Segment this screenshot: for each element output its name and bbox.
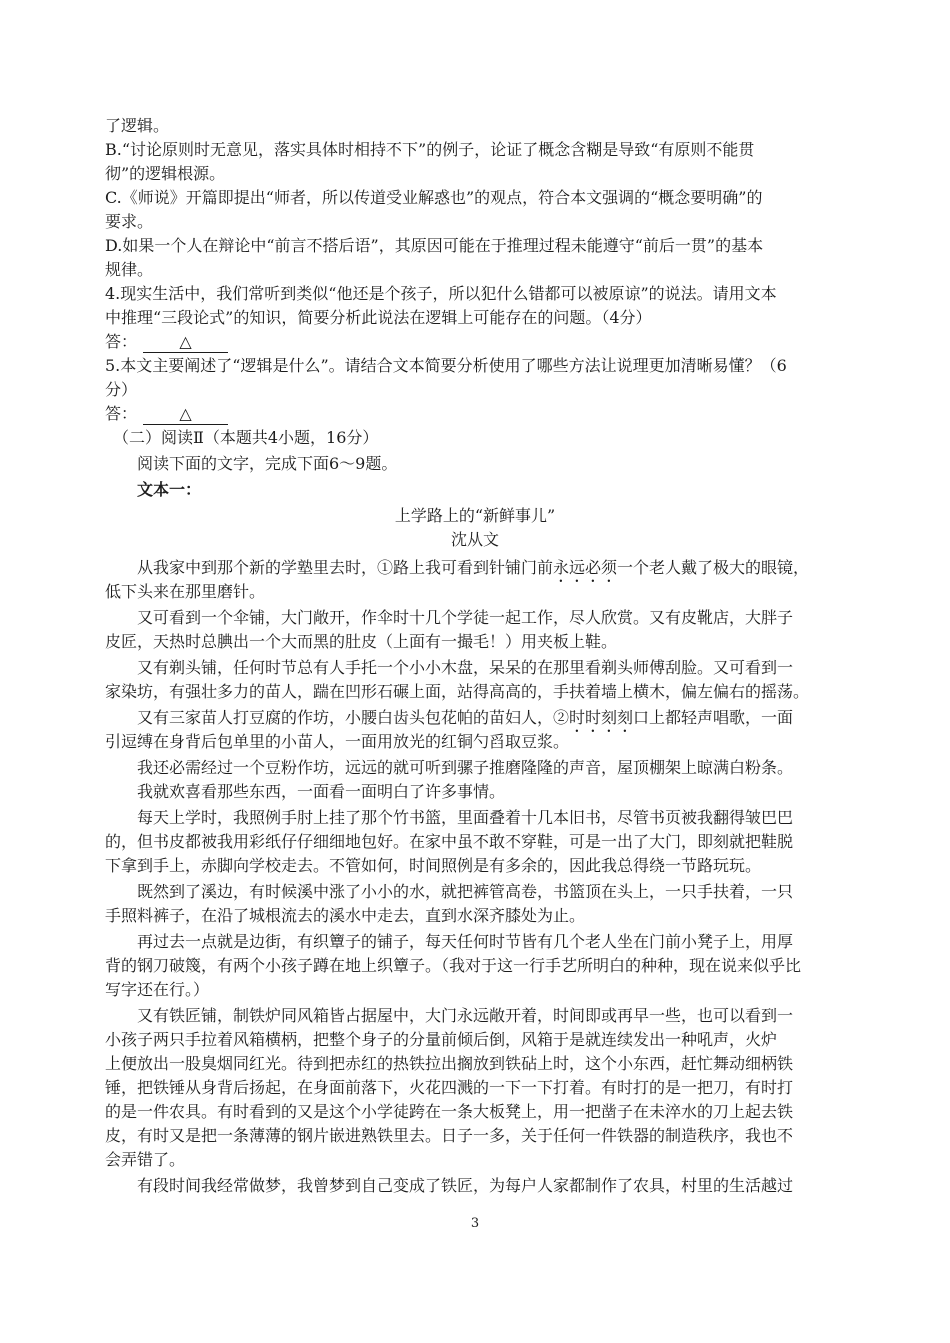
reading-instruction: 阅读下面的文字，完成下面6～9题。 (137, 454, 398, 473)
paragraph-line: 低下头来在那里磨针。 (105, 582, 266, 601)
option-c: C.《师说》开篇即提出“师者，所以传道受业解惑也”的观点，符合本文强调的“概念要明确”的 (105, 188, 763, 207)
option-d: D.如果一个人在辩论中“前言不搭后语”，其原因可能在于推理过程未能遵守“前后一贯”的基本 (105, 236, 764, 255)
paragraph-line: 既然到了溪边，有时候溪中涨了小小的水，就把裤管高卷，书篮顶在头上，一只手扶着，一只 (137, 882, 794, 901)
paragraph-line: 上便放出一股臭烟同红光。待到把赤红的热铁拉出搁放到铁砧上时，这个小东西，赶忙舞动细柄铁 (105, 1054, 794, 1073)
paragraph-line: 我还必需经过一个豆粉作坊，远远的就可听到骡子推磨隆隆的声音，屋顶棚架上晾满白粉条。 (137, 758, 794, 777)
paragraph-line: 小孩子两只手拉着风箱横柄，把整个身子的分量前倾后倒，风箱于是就连续发出一种吼声，火炉 (105, 1030, 778, 1049)
paragraph-line: 我就欢喜看那些东西，一面看一面明白了许多事情。 (137, 782, 506, 801)
paragraph-line: 又有剃头铺，任何时节总有人手托一个小小木盘，呆呆的在那里看剃头师傅刮脸。又可看到一 (137, 658, 794, 677)
section-heading: （二）阅读Ⅱ（本题共4小题，16分） (113, 428, 379, 447)
paragraph-line: 手照料裤子，在沿了城根流去的溪水中走去，直到水深齐膝处为止。 (105, 906, 586, 925)
paragraph-line: 又有铁匠铺，制铁炉同风箱皆占据屋中，大门永远敞开着，时间即或再早一些，也可以看到一 (137, 1006, 794, 1025)
answer-label: 答： (105, 404, 138, 423)
answer-label: 答： (105, 332, 138, 351)
paragraph-line: 家染坊，有强壮多力的苗人，踹在凹形石碾上面，站得高高的，手扶着墙上横木，偏左偏右的摇荡。 (105, 682, 810, 701)
question-4: 4.现实生活中，我们常听到类似“他还是个孩子，所以犯什么错都可以被原谅”的说法。请用文本 (105, 284, 777, 303)
text-line: 要求。 (105, 212, 154, 231)
paragraph-line: 从我家中到那个新的学塾里去时，①路上我可看到针铺门前永远必须一个老人戴了极大的眼镜， (137, 558, 810, 577)
paragraph-line: 皮，有时又是把一条薄薄的钢片嵌进熟铁里去。日子一多，关于任何一件铁器的制造秩序，我也不 (105, 1126, 794, 1145)
text-line: 彻”的逻辑根源。 (105, 164, 226, 183)
paragraph-line: 下拿到手上，赤脚向学校走去。不管如何，时间照例是有多余的，因此我总得绕一节路玩玩。 (105, 856, 762, 875)
paragraph-line: 又有三家苗人打豆腐的作坊，小腰白齿头包花帕的苗妇人，②时时刻刻口上都轻声唱歌，一面 (137, 708, 794, 727)
paragraph-line: 每天上学时，我照例手肘上挂了那个竹书篮，里面叠着十几本旧书，尽管书页被我翻得皱巴巴 (137, 808, 794, 827)
answer-blank-5[interactable]: △ (143, 404, 228, 425)
paragraph-line: 又可看到一个伞铺，大门敞开，作伞时十几个学徒一起工作，尽人欣赏。又有皮靴店，大胖子 (137, 608, 794, 627)
option-b: B.“讨论原则时无意见，落实具体时相持不下”的例子，论证了概念含糊是导致“有原则不能贯 (105, 140, 755, 159)
answer-blank-4[interactable]: △ (143, 332, 228, 353)
paragraph-line: 再过去一点就是边街，有织簟子的铺子，每天任何时节皆有几个老人坐在门前小凳子上，用厚 (137, 932, 794, 951)
paragraph-line: 有段时间我经常做梦，我曾梦到自己变成了铁匠，为每户人家都制作了农具，村里的生活越过 (137, 1176, 794, 1195)
page-number: 3 (470, 1216, 480, 1231)
article-author: 沈从文 (450, 530, 499, 549)
paragraph-line: 的，但书皮都被我用彩纸仔仔细细地包好。在家中虽不敢不穿鞋，可是一出了大门，即刻就把鞋脱 (105, 832, 794, 851)
paragraph-line: 的是一件农具。有时看到的又是这个小学徒跨在一条大板凳上，用一把凿子在未淬水的刀上起去铁 (105, 1102, 794, 1121)
text-one-label: 文本一： (137, 480, 202, 499)
text-line: 规律。 (105, 260, 154, 279)
text-line: 分） (105, 380, 138, 399)
paragraph-line: 背的钢刀破篾，有两个小孩子蹲在地上织簟子。（我对于这一行手艺所明白的种种，现在说来似乎比 (105, 956, 802, 975)
paragraph-line: 皮匠，天热时总腆出一个大而黑的肚皮（上面有一撮毛！）用夹板上鞋。 (105, 632, 618, 651)
answer-line-5 (105, 402, 855, 426)
paragraph-line: 引逗缚在身背后包单里的小苗人，一面用放光的红铜勺舀取豆浆。 (105, 732, 570, 751)
paragraph-line: 锤，把铁锤从身背后扬起，在身面前落下，火花四溅的一下一下打着。有时打的是一把刀，有时打 (105, 1078, 794, 1097)
text-line: 中推理“三段论式”的知识，简要分析此说法在逻辑上可能存在的问题。（4分） (105, 308, 652, 327)
answer-line-4 (105, 330, 855, 354)
paragraph-line: 写字还在行。） (105, 980, 210, 999)
emphasized-phrase-1: 永远必须 (553, 558, 618, 577)
question-5: 5.本文主要阐述了“逻辑是什么”。请结合文本简要分析使用了哪些方法让说理更加清晰易懂？（6 (105, 356, 787, 375)
article-title: 上学路上的“新鲜事儿” (394, 506, 556, 525)
emphasized-phrase-2: 时时刻刻 (569, 708, 634, 727)
paragraph-line: 会弄错了。 (105, 1150, 186, 1169)
text-line: 了逻辑。 (105, 116, 170, 135)
